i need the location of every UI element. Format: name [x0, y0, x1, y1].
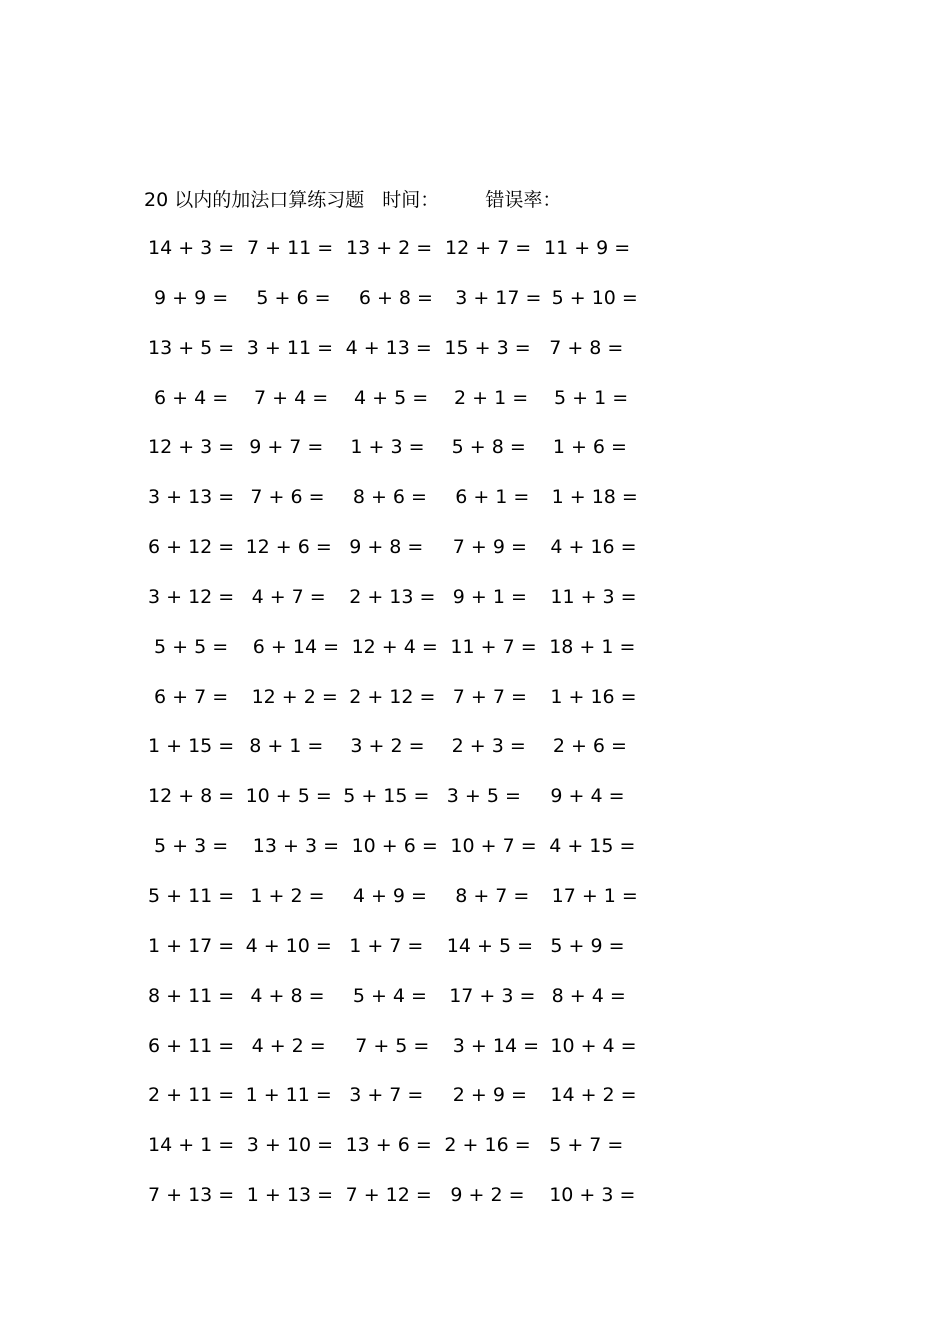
problem-item: 1 + 11 = — [245, 1084, 332, 1107]
problem-row — [148, 1033, 648, 1083]
problem-item: 5 + 3 = — [154, 835, 229, 858]
problem-item: 3 + 7 = — [349, 1084, 424, 1107]
problem-item: 15 + 3 = — [444, 336, 531, 359]
problem-item: 3 + 10 = — [246, 1134, 334, 1157]
problem-item: 5 + 9 = — [550, 934, 625, 957]
problem-item: 7 + 9 = — [452, 536, 527, 559]
problem-item: 10 + 5 = — [245, 785, 332, 808]
problem-row — [148, 883, 648, 933]
problem-grid — [148, 235, 648, 1232]
problem-item: 4 + 8 = — [250, 984, 325, 1007]
problem-item: 7 + 6 = — [250, 486, 325, 509]
problem-item: 6 + 11 = — [148, 1034, 235, 1057]
problem-item: 13 + 3 = — [252, 835, 340, 858]
problem-item: 7 + 4 = — [254, 386, 329, 409]
problem-item: 1 + 3 = — [350, 436, 425, 459]
problem-row — [148, 1132, 648, 1182]
problem-row — [148, 1182, 648, 1232]
problem-item: 3 + 17 = — [455, 286, 542, 309]
problem-row — [148, 335, 648, 385]
problem-item: 3 + 14 = — [452, 1034, 540, 1057]
problem-row — [148, 833, 648, 883]
problem-item: 1 + 15 = — [148, 735, 235, 758]
problem-item: 3 + 2 = — [350, 735, 425, 758]
problem-row — [148, 634, 648, 684]
problem-item: 12 + 8 = — [148, 785, 235, 808]
problem-item: 4 + 16 = — [550, 536, 637, 559]
problem-item: 2 + 1 = — [454, 386, 529, 409]
problem-item: 4 + 7 = — [251, 585, 326, 608]
problem-item: 9 + 1 = — [452, 585, 527, 608]
problem-item: 3 + 12 = — [148, 585, 235, 608]
problem-item: 11 + 3 = — [550, 585, 637, 608]
problem-item: 4 + 13 = — [345, 336, 432, 359]
problem-item: 9 + 4 = — [550, 785, 625, 808]
problem-item: 4 + 10 = — [245, 934, 332, 957]
problem-row — [148, 783, 648, 833]
problem-item: 6 + 4 = — [154, 386, 229, 409]
problem-item: 1 + 18 = — [551, 486, 638, 509]
problem-item: 13 + 6 = — [345, 1134, 432, 1157]
problem-item: 13 + 5 = — [148, 336, 235, 359]
problem-item: 9 + 7 = — [249, 436, 324, 459]
time-label: 时间： — [382, 189, 440, 211]
problem-item: 12 + 7 = — [445, 237, 532, 259]
problem-item: 7 + 8 = — [549, 336, 624, 359]
problem-item: 2 + 9 = — [452, 1084, 527, 1107]
problem-item: 1 + 7 = — [349, 934, 424, 957]
problem-item: 6 + 1 = — [455, 486, 530, 509]
problem-item: 1 + 6 = — [552, 436, 627, 459]
problem-item: 18 + 1 = — [549, 635, 636, 658]
problem-item: 5 + 15 = — [343, 785, 430, 808]
problem-row — [148, 733, 648, 783]
problem-item: 1 + 16 = — [550, 685, 637, 708]
problem-item: 12 + 2 = — [251, 685, 338, 708]
problem-row — [148, 534, 648, 584]
problem-item: 3 + 13 = — [148, 486, 235, 509]
problem-item: 12 + 4 = — [351, 635, 438, 658]
problem-item: 11 + 9 = — [544, 237, 631, 259]
problem-item: 6 + 12 = — [148, 536, 235, 559]
problem-item: 7 + 11 = — [247, 237, 334, 259]
worksheet-header — [144, 187, 561, 213]
problem-item: 14 + 3 = — [148, 237, 235, 259]
problem-item: 10 + 7 = — [450, 835, 537, 858]
problem-item: 4 + 2 = — [251, 1034, 326, 1057]
problem-item: 2 + 3 = — [451, 735, 526, 758]
problem-item: 5 + 11 = — [148, 884, 235, 907]
problem-item: 2 + 16 = — [444, 1134, 531, 1157]
worksheet-title: 20 以内的加法口算练习题 — [144, 189, 365, 211]
problem-item: 5 + 5 = — [154, 635, 229, 658]
problem-item: 2 + 11 = — [148, 1084, 235, 1107]
problem-item: 17 + 3 = — [449, 984, 536, 1007]
problem-item: 4 + 15 = — [549, 835, 636, 858]
problem-item: 8 + 1 = — [249, 735, 324, 758]
problem-item: 9 + 9 = — [154, 286, 229, 309]
problem-item: 5 + 4 = — [352, 984, 427, 1007]
problem-item: 2 + 12 = — [349, 685, 436, 708]
problem-item: 6 + 8 = — [358, 286, 433, 309]
problem-item: 14 + 5 = — [446, 934, 534, 957]
problem-item: 12 + 3 = — [148, 436, 235, 459]
problem-item: 10 + 4 = — [550, 1034, 637, 1057]
problem-item: 13 + 2 = — [346, 237, 433, 259]
problem-row — [148, 1082, 648, 1132]
problem-item: 14 + 1 = — [148, 1134, 235, 1157]
problem-item: 3 + 5 = — [446, 785, 521, 808]
problem-row — [148, 434, 648, 484]
problem-row — [148, 983, 648, 1033]
problem-item: 11 + 7 = — [450, 635, 537, 658]
problem-item: 5 + 6 = — [256, 286, 331, 309]
problem-item: 5 + 1 = — [554, 386, 629, 409]
problem-item: 7 + 13 = — [148, 1184, 235, 1207]
problem-item: 10 + 6 = — [351, 835, 438, 858]
problem-item: 6 + 14 = — [252, 635, 340, 658]
problem-item: 12 + 6 = — [245, 536, 332, 559]
problem-item: 5 + 8 = — [451, 436, 526, 459]
problem-row — [148, 385, 648, 435]
problem-row — [148, 235, 648, 285]
problem-item: 7 + 7 = — [452, 685, 527, 708]
problem-item: 3 + 11 = — [246, 336, 334, 359]
problem-row — [148, 584, 648, 634]
problem-item: 4 + 5 = — [354, 386, 429, 409]
error-rate-label: 错误率： — [485, 189, 562, 211]
problem-item: 1 + 17 = — [148, 934, 235, 957]
problem-row — [148, 285, 648, 335]
problem-item: 5 + 7 = — [549, 1134, 624, 1157]
problem-item: 8 + 7 = — [455, 884, 530, 907]
problem-row — [148, 484, 648, 534]
problem-item: 9 + 8 = — [349, 536, 424, 559]
problem-item: 17 + 1 = — [551, 884, 638, 907]
problem-item: 4 + 9 = — [352, 884, 427, 907]
problem-item: 6 + 7 = — [154, 685, 229, 708]
problem-item: 14 + 2 = — [550, 1084, 637, 1107]
problem-item: 10 + 3 = — [549, 1184, 636, 1207]
problem-item: 9 + 2 = — [450, 1184, 525, 1207]
problem-item: 8 + 6 = — [352, 486, 427, 509]
problem-row — [148, 684, 648, 734]
problem-item: 8 + 11 = — [148, 984, 235, 1007]
problem-row — [148, 933, 648, 983]
problem-item: 2 + 6 = — [552, 735, 627, 758]
problem-item: 1 + 13 = — [246, 1184, 334, 1207]
problem-item: 5 + 10 = — [551, 286, 638, 309]
problem-item: 2 + 13 = — [349, 585, 436, 608]
problem-item: 7 + 5 = — [355, 1034, 430, 1057]
problem-item: 7 + 12 = — [345, 1184, 432, 1207]
problem-item: 1 + 2 = — [250, 884, 325, 907]
problem-item: 8 + 4 = — [551, 984, 626, 1007]
